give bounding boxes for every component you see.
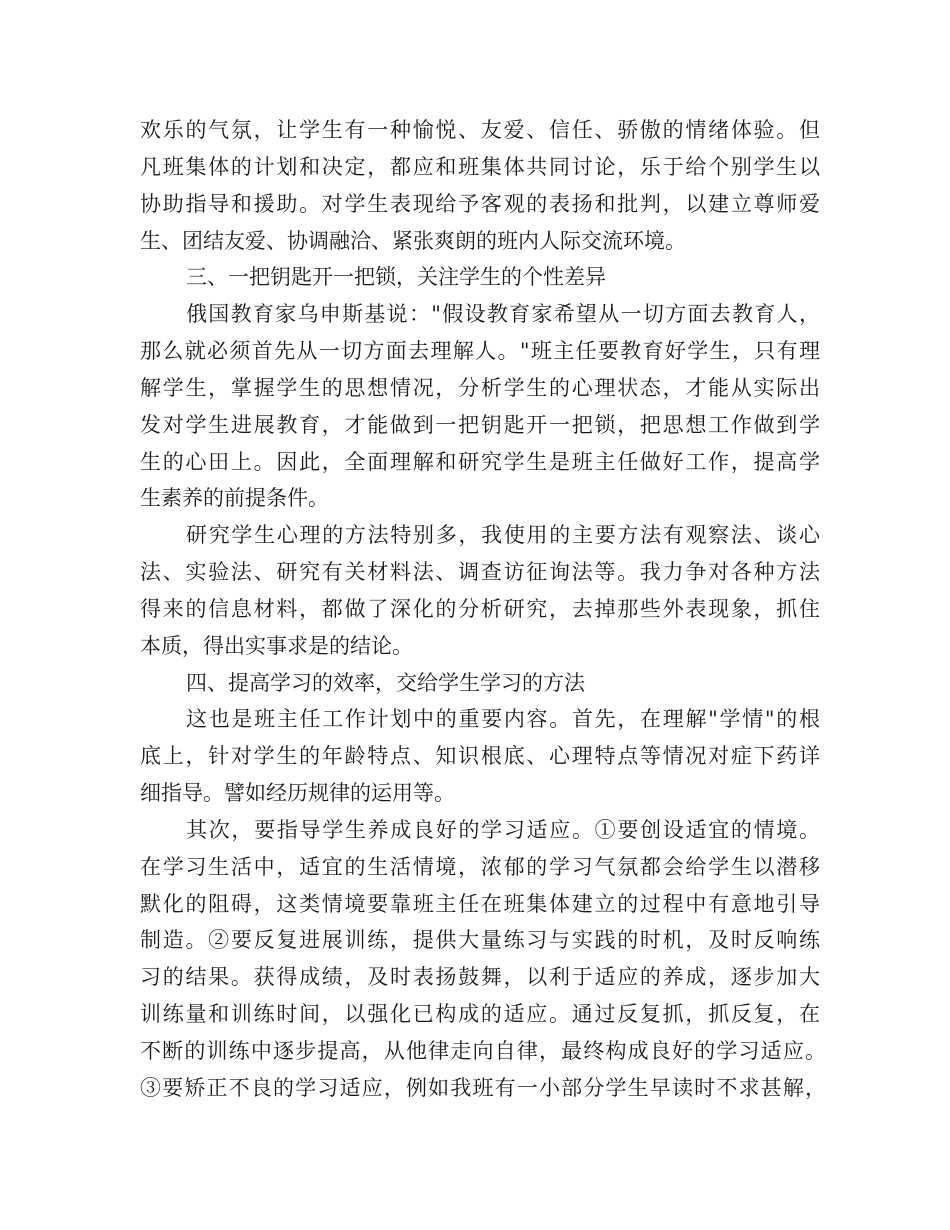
paragraph-line: 法、实验法、研究有关材料法、调查访征询法等。我力争对各种方法 <box>140 560 820 584</box>
paragraph-line: 生素养的前提条件。 <box>140 486 329 510</box>
paragraph-line: 凡班集体的计划和决定，都应和班集体共同讨论，乐于给个别学生以 <box>140 155 820 179</box>
paragraph-line: 生的心田上。因此，全面理解和研究学生是班主任做好工作，提高学 <box>140 450 820 474</box>
paragraph-line: 细指导。譬如经历规律的运用等。 <box>140 781 455 805</box>
paragraph-line: 制造。②要反复进展训练，提供大量练习与实践的时机，及时反响练 <box>140 928 820 952</box>
paragraph-line: 这也是班主任工作计划中的重要内容。首先，在理解"学情"的根 <box>186 707 820 731</box>
paragraph-line: 那么就必须首先从一切方面去理解人。"班主任要教育好学生，只有理 <box>140 339 820 363</box>
paragraph-line: 发对学生进展教育，才能做到一把钥匙开一把锁，把思想工作做到学 <box>140 413 820 437</box>
paragraph-line: 在学习生活中，适宜的生活情境，浓郁的学习气氛都会给学生以潜移 <box>140 855 820 879</box>
paragraph-line: 俄国教育家乌申斯基说："假设教育家希望从一切方面去教育人， <box>186 302 820 326</box>
section-heading: 四、提高学习的效率，交给学生学习的方法 <box>186 671 585 695</box>
paragraph-line: 解学生，掌握学生的思想情况，分析学生的心理状态，才能从实际出 <box>140 376 820 400</box>
paragraph-line: 欢乐的气氛，让学生有一种愉悦、友爱、信任、骄傲的情绪体验。但 <box>140 118 820 142</box>
paragraph-line: 本质，得出实事求是的结论。 <box>140 634 413 658</box>
paragraph-line: 不断的训练中逐步提高，从他律走向自律，最终构成良好的学习适应。 <box>140 1039 826 1063</box>
paragraph-line: 协助指导和援助。对学生表现给予客观的表扬和批判，以建立尊师爱 <box>140 192 820 216</box>
paragraph-line: 得来的信息材料，都做了深化的分析研究，去掉那些外表现象，抓住 <box>140 597 820 621</box>
paragraph-line: ③要矫正不良的学习适应，例如我班有一小部分学生早读时不求甚解， <box>140 1076 826 1100</box>
paragraph-line: 研究学生心理的方法特别多，我使用的主要方法有观察法、谈心 <box>186 523 820 547</box>
paragraph-line: 底上，针对学生的年龄特点、知识根底、心理特点等情况对症下药详 <box>140 744 820 768</box>
paragraph-line: 默化的阻碍，这类情境要靠班主任在班集体建立的过程中有意地引导 <box>140 892 820 916</box>
paragraph-line: 生、团结友爱、协调融洽、紧张爽朗的班内人际交流环境。 <box>140 229 686 253</box>
paragraph-line: 其次，要指导学生养成良好的学习适应。①要创设适宜的情境。 <box>186 818 820 842</box>
paragraph-line: 习的结果。获得成绩，及时表扬鼓舞，以利于适应的养成，逐步加大 <box>140 965 820 989</box>
paragraph-line: 训练量和训练时间，以强化已构成的适应。通过反复抓，抓反复，在 <box>140 1002 820 1026</box>
section-heading: 三、一把钥匙开一把锁，关注学生的个性差异 <box>186 265 606 289</box>
